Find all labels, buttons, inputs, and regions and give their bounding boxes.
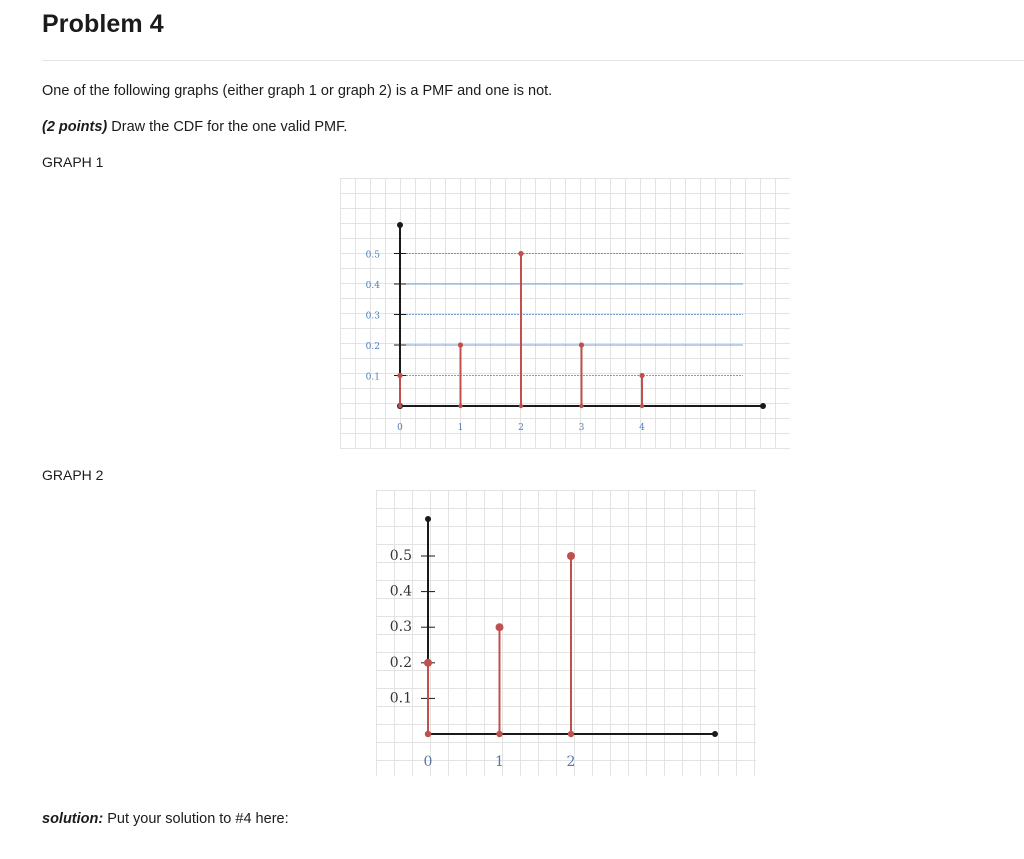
graph-1-x-tick-label: 1	[457, 423, 464, 433]
graph-1-chart	[340, 172, 790, 452]
graph-1-x-tick-label: 0	[397, 423, 403, 433]
graph-2-y-tick-label: 0.2	[389, 654, 412, 671]
graph-1-guides	[400, 254, 743, 376]
graph-2-stem-point	[567, 552, 575, 560]
solution-line	[42, 811, 289, 827]
graph-1-y-tick-label: 0.2	[365, 342, 380, 352]
graph-2-y-axis-end	[425, 516, 431, 522]
graph-1-y-tick-label: 0.3	[365, 311, 380, 322]
graph-2-stems	[424, 552, 575, 737]
solution-label: solution:	[42, 811, 104, 827]
graph-2-y-tick-label: 0.5	[389, 548, 412, 564]
graph-2-chart	[376, 484, 756, 780]
graph-1-stem-base	[579, 404, 583, 408]
graph-2-y-tick-label: 0.3	[389, 619, 412, 636]
task-points: (2 points)	[42, 119, 108, 135]
graph-1-y-axis-end	[397, 222, 403, 228]
graph-1-x-tick-label: 2	[518, 423, 524, 433]
graph-1-stem-base	[640, 404, 644, 408]
graph-1-x-tick-label: 3	[578, 423, 585, 433]
graph-2-x-tick-label: 2	[566, 754, 576, 770]
graph-2-axes	[421, 516, 718, 737]
graph-2-y-tick-label: 0.4	[389, 583, 412, 600]
graph-2-stem-point	[496, 623, 504, 631]
graph-1-stem-point	[579, 342, 584, 347]
graph-1-stems	[397, 251, 644, 408]
graph-2-y-tick-label: 0.1	[389, 690, 412, 707]
graph-1-y-tick-label: 0.4	[365, 281, 380, 291]
problem-title: Problem 4	[42, 10, 164, 38]
graph-1-stem-point	[639, 373, 644, 378]
graph-1-y-tick-label: 0.1	[365, 372, 380, 383]
graph-2-labels	[390, 548, 576, 770]
problem-intro: One of the following graphs (either graph 1 or graph 2) is a PMF and one is not.	[42, 83, 553, 99]
graph-1-stem-base	[519, 404, 523, 408]
graph-1-grid	[340, 178, 790, 449]
graph-1-caption: GRAPH 1	[42, 154, 104, 170]
graph-1-y-tick-label: 0.5	[365, 250, 380, 261]
graph-2-stem-base	[425, 731, 431, 737]
graph-1-x-tick-label: 4	[639, 423, 645, 433]
graph-1-stem-point	[397, 373, 402, 378]
graph-1-stem-base	[458, 404, 462, 408]
graph-1-x-axis-end	[760, 403, 766, 409]
graph-2-stem-point	[424, 659, 432, 667]
graph-2-caption: GRAPH 2	[42, 467, 104, 483]
graph-2-stem-base	[568, 731, 574, 737]
task-line	[42, 119, 347, 135]
title-divider	[42, 60, 1024, 61]
task-text: Draw the CDF for the one valid PMF.	[107, 119, 348, 135]
graph-2-stem-base	[496, 731, 502, 737]
graph-2-x-tick-label: 0	[423, 754, 433, 770]
solution-text: Put your solution to #4 here:	[103, 811, 289, 827]
graph-1-stem-base	[398, 404, 402, 408]
graph-1-stem-point	[458, 342, 463, 347]
graph-2-x-axis-end	[712, 731, 718, 737]
graph-2-x-tick-label: 1	[495, 754, 504, 770]
graph-1-stem-point	[518, 251, 523, 256]
